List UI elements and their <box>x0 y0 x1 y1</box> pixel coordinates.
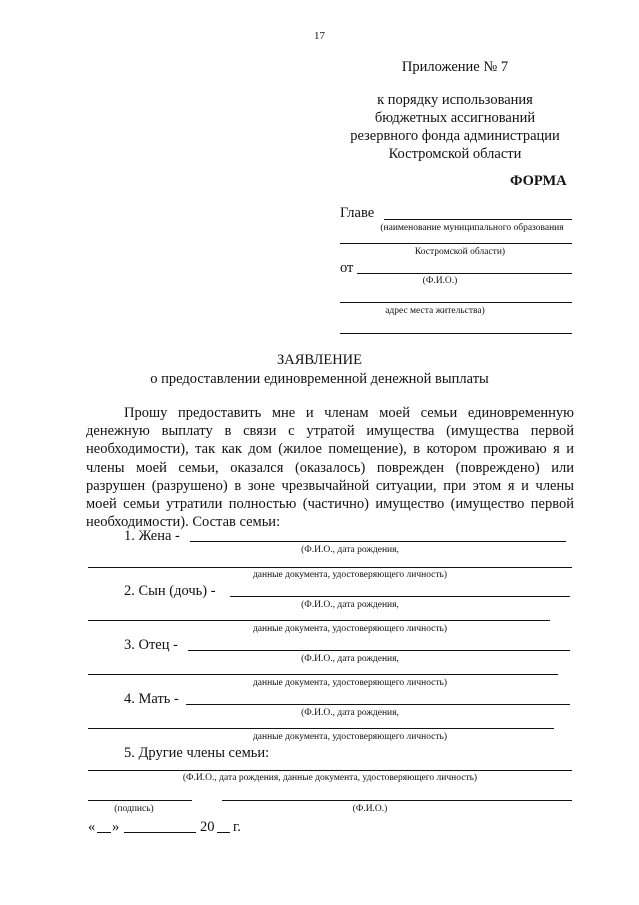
from-label: от <box>340 260 354 276</box>
appendix-line: бюджетных ассигнований <box>374 110 536 126</box>
address-line-1[interactable] <box>340 302 572 303</box>
others-label: 5. Другие члены семьи: <box>124 745 270 761</box>
document-subtitle: о предоставлении единовременной денежной выплаты <box>150 371 489 387</box>
appendix-title: Приложение № 7 <box>401 59 509 75</box>
page-number: 17 <box>314 30 325 42</box>
document-title: ЗАЯВЛЕНИЕ <box>276 352 363 368</box>
municipality-line[interactable] <box>340 243 572 244</box>
form-label: ФОРМА <box>510 173 567 189</box>
mother-label: 4. Мать - <box>124 691 179 707</box>
municipality-caption: (наименование муниципального образования <box>380 223 564 233</box>
appendix-line: к порядку использования <box>377 92 533 108</box>
father-line[interactable] <box>188 650 570 651</box>
date-year-suffix: г. <box>233 819 241 835</box>
father-doc-caption: данные документа, удостоверяющего личность) <box>252 678 448 688</box>
region-caption: Костромской области) <box>414 247 506 257</box>
address-line-2[interactable] <box>340 333 572 334</box>
appendix-description <box>330 91 580 163</box>
signature-caption: (подпись) <box>114 804 154 814</box>
date-close-quote: » <box>112 819 120 835</box>
wife-line[interactable] <box>190 541 566 542</box>
signer-fio-caption: (Ф.И.О.) <box>352 804 388 814</box>
son-fio-caption: (Ф.И.О., дата рождения, <box>301 600 399 610</box>
others-caption: (Ф.И.О., дата рождения, данные документа, удостоверяющего личность) <box>182 773 478 783</box>
appendix-line: резервного фонда администрации <box>350 128 560 144</box>
glave-label: Главе <box>340 205 375 221</box>
date-day-line[interactable] <box>97 832 111 833</box>
signer-name-line[interactable] <box>222 800 572 801</box>
son-line[interactable] <box>230 596 570 597</box>
father-label: 3. Отец - <box>124 637 178 653</box>
date-year-line[interactable] <box>217 832 230 833</box>
body-line: Прошу предоставить мне и членам моей семьи единовременную <box>124 405 574 421</box>
applicant-name-line[interactable] <box>357 273 572 274</box>
father-fio-caption: (Ф.И.О., дата рождения, <box>301 654 399 664</box>
body-paragraph <box>86 404 574 531</box>
head-name-line[interactable] <box>384 219 572 220</box>
mother-doc-line[interactable] <box>88 728 554 729</box>
appendix-line: Костромской области <box>388 146 522 162</box>
mother-fio-caption: (Ф.И.О., дата рождения, <box>301 708 399 718</box>
date-year-prefix: 20 <box>200 819 215 835</box>
wife-doc-caption: данные документа, удостоверяющего личность) <box>252 570 448 580</box>
wife-label: 1. Жена - <box>124 528 180 544</box>
wife-fio-caption: (Ф.И.О., дата рождения, <box>301 545 399 555</box>
son-doc-caption: данные документа, удостоверяющего личность) <box>252 624 448 634</box>
body-line: моей семьи утратили полностью (частично) имущество (имущество первой <box>86 496 574 513</box>
others-line[interactable] <box>88 770 572 771</box>
mother-line[interactable] <box>186 704 570 705</box>
date-month-line[interactable] <box>124 832 196 833</box>
date-open-quote: « <box>88 819 96 835</box>
address-caption: адрес места жительства) <box>385 306 485 316</box>
applicant-fio-caption: (Ф.И.О.) <box>422 276 458 286</box>
son-label: 2. Сын (дочь) - <box>124 583 216 599</box>
body-line: необходимости). Состав семьи: <box>86 514 281 531</box>
body-line: необходимости), так как дом (жилое помещение), в котором проживаю я и <box>86 441 574 458</box>
body-line: разрушен (разрушено) в зоне чрезвычайной ситуации, при этом я и члены <box>86 477 574 494</box>
wife-doc-line[interactable] <box>88 567 572 568</box>
body-line: денежную выплату в связи с утратой имущества (имущества первой <box>86 423 574 440</box>
mother-doc-caption: данные документа, удостоверяющего личность) <box>252 732 448 742</box>
son-doc-line[interactable] <box>88 620 550 621</box>
signature-line[interactable] <box>88 800 192 801</box>
body-line: члены моей семьи, оказался (оказалось) поврежден (повреждено) или <box>86 459 574 476</box>
father-doc-line[interactable] <box>88 674 558 675</box>
